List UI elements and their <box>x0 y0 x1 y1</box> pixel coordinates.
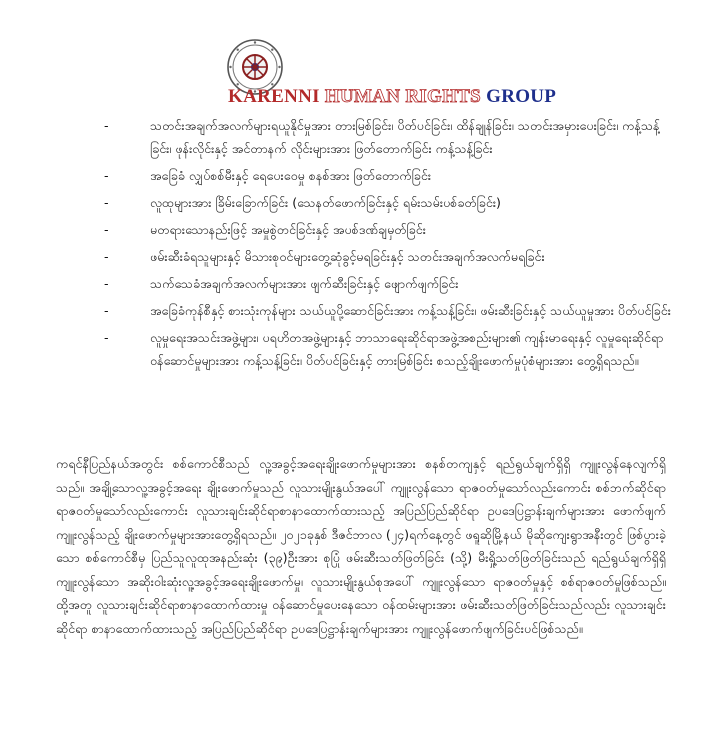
bullet-marker: - <box>104 249 109 264</box>
organization-name-part1: KARENNI <box>228 86 320 107</box>
list-item <box>104 164 674 187</box>
list-item-text: လူထုများအား ခြိမ်းခြောက်ခြင်း (သေနတ်ဖောက်ခြင်းနှင့် ရမ်းသမ်းပစ်ခတ်ခြင်း) <box>150 195 501 210</box>
list-item <box>104 326 674 372</box>
bullet-marker: - <box>104 303 109 318</box>
bullet-marker: - <box>104 222 109 237</box>
organization-name <box>228 86 557 108</box>
list-item-text: သက်သေခံအချက်အလက်များအား ဖျက်ဆီးခြင်းနှင့် ဖျောက်ဖျက်ခြင်း <box>150 276 459 291</box>
bullet-marker: - <box>104 276 109 291</box>
list-item-text: သတင်းအချက်အလက်များရယူနိုင်မှုအား တားမြစ်ခြင်း၊ ပိတ်ပင်ခြင်း၊ ထိန်ချုန်ခြင်း၊ သတင်းအမှားပေးခြင်း၊ ကန့်သန့်ခြင်း၊ ဖုန်းလိုင်းနှင့် အင်တာနက် လိုင်းများအား ဖြတ်တောက်ခြင်း ကန့်သန့်ခြင်း <box>150 118 660 156</box>
list-item-text: အခြေခံ လျှပ်စစ်မီးနှင့် ရေပေးဝေမှု စနစ်အား ဖြတ်တောက်ခြင်း <box>150 168 432 183</box>
bullet-marker: - <box>104 330 109 345</box>
bullet-marker: - <box>104 195 109 210</box>
violations-bullet-list <box>104 114 674 376</box>
bullet-marker: - <box>104 118 109 133</box>
list-item-text: အခြေခံကုန်စီနှင့် စားသုံးကုန်များ သယ်ယူပို့ဆောင်ခြင်းအား ကန့်သန့်ခြင်း၊ ဖမ်းဆီးခြင်းနှင့် သယ်ယူမှုအား ပိတ်ပင်ခြင်း <box>150 303 671 318</box>
list-item <box>104 299 674 322</box>
organization-name-part2: HUMAN RIGHTS <box>324 86 482 107</box>
list-item <box>104 245 674 268</box>
list-item <box>104 218 674 241</box>
list-item-text: လူမှုရေးအသင်းအဖွဲ့များ၊ ပရဟိတအဖွဲ့များနှင့် ဘာသာရေးဆိုင်ရာအဖွဲ့အစည်းများ၏ ကျန်းမာရေးနှင့် လူမှုရေးဆိုင်ရာ ဝန်ဆောင်မှုများအား ကန့်သန့်ခြင်း၊ ပိတ်ပင်ခြင်းနှင့် တားမြစ်ခြင်း စသည့်ချိုးဖောက်မှုပုံစံများအား တွေ့ရှိရသည်။ <box>150 330 664 368</box>
list-item <box>104 272 674 295</box>
list-item <box>104 191 674 214</box>
bullet-marker: - <box>104 168 109 183</box>
list-item-text: မတရားသောနည်းဖြင့် အမှုစွဲတင်ခြင်းနှင့် အပစ်ဒဏ်ချမှတ်ခြင်း <box>150 222 426 237</box>
organization-name-part3: GROUP <box>486 86 557 107</box>
body-paragraph: ကရင်နီပြည်နယ်အတွင်း စစ်ကောင်စီသည် လူ့အခွင့်အရေးချိုးဖောက်မှုများအား စနစ်တကျနှင့် ရည်ရွယ်ချက်ရှိရှိ ကျူးလွန်နေလျက်ရှိသည်။ အချို့သောလူ့အခွင့်အရေး ချိုးဖောက်မှုသည် လူသားမျိုးနွယ်အပေါ် ကျူးလွန်သော ရာဇဝတ်မှုသော်လည်းကောင်း စစ်ဘက်ဆိုင်ရာ ရာဇဝတ်မှုသော်လည်းကောင်း လူသားချင်းဆိုင်ရာစာနာထောက်ထားသည့် အပြည်ပြည်ဆိုင်ရာ ဥပဒေပြဋ္ဌာန်းချက်များအား ဖောက်ဖျက်ကျူးလွန်သည့် ချိုးဖောက်မှုများအားတွေ့ရှိရသည်။ ၂၀၂၁ခုနှစ် ဒီဇင်ဘာလ (၂၄)ရက်နေ့တွင် ဖရူဆိုမြို့နယ် မိုဆိုကျေးရွာအနီးတွင် ဖြစ်ပွားခဲ့သော စစ်ကောင်စီမှ ပြည်သူလူထုအနည်းဆုံး (၃၉)ဦးအား စုပြုံ ဖမ်းဆီးသတ်ဖြတ်ခြင်း (သို့) မီးရှို့သတ်ဖြတ်ခြင်းသည် ရည်ရွယ်ချက်ရှိရှိကျူးလွန်သော အဆိုးဝါးဆုံးလူ့အခွင့်အရေးချိုးဖောက်မှု၊ လူသားမျိုးနွယ်စုအပေါ် ကျူးလွန်သော ရာဇဝတ်မှုနှင့် စစ်ရာဇဝတ်မှုဖြစ်သည်။ ထို့အတူ လူသားချင်းဆိုင်ရာစာနာထောက်ထားမှု ဝန်ဆောင်မှုပေးနေသော ဝန်ထမ်းများအား ဖမ်းဆီးသတ်ဖြတ်ခြင်းသည်လည်း လူသားချင်းဆိုင်ရာ စာနာထောက်ထားသည့် အပြည်ပြည်ဆိုင်ရာ ဥပဒေပြဋ္ဌာန်းချက်များအား ကျူးလွန်ဖောက်ဖျက်ခြင်းပင်ဖြစ်သည်။ <box>56 456 666 636</box>
list-item-text: ဖမ်းဆီးခံရသူများနှင့် မိသားစုဝင်များတွေ့ဆုံခွင့်မရခြင်းနှင့် သတင်းအချက်အလက်မရခြင်း <box>150 249 545 264</box>
list-item <box>104 114 674 160</box>
